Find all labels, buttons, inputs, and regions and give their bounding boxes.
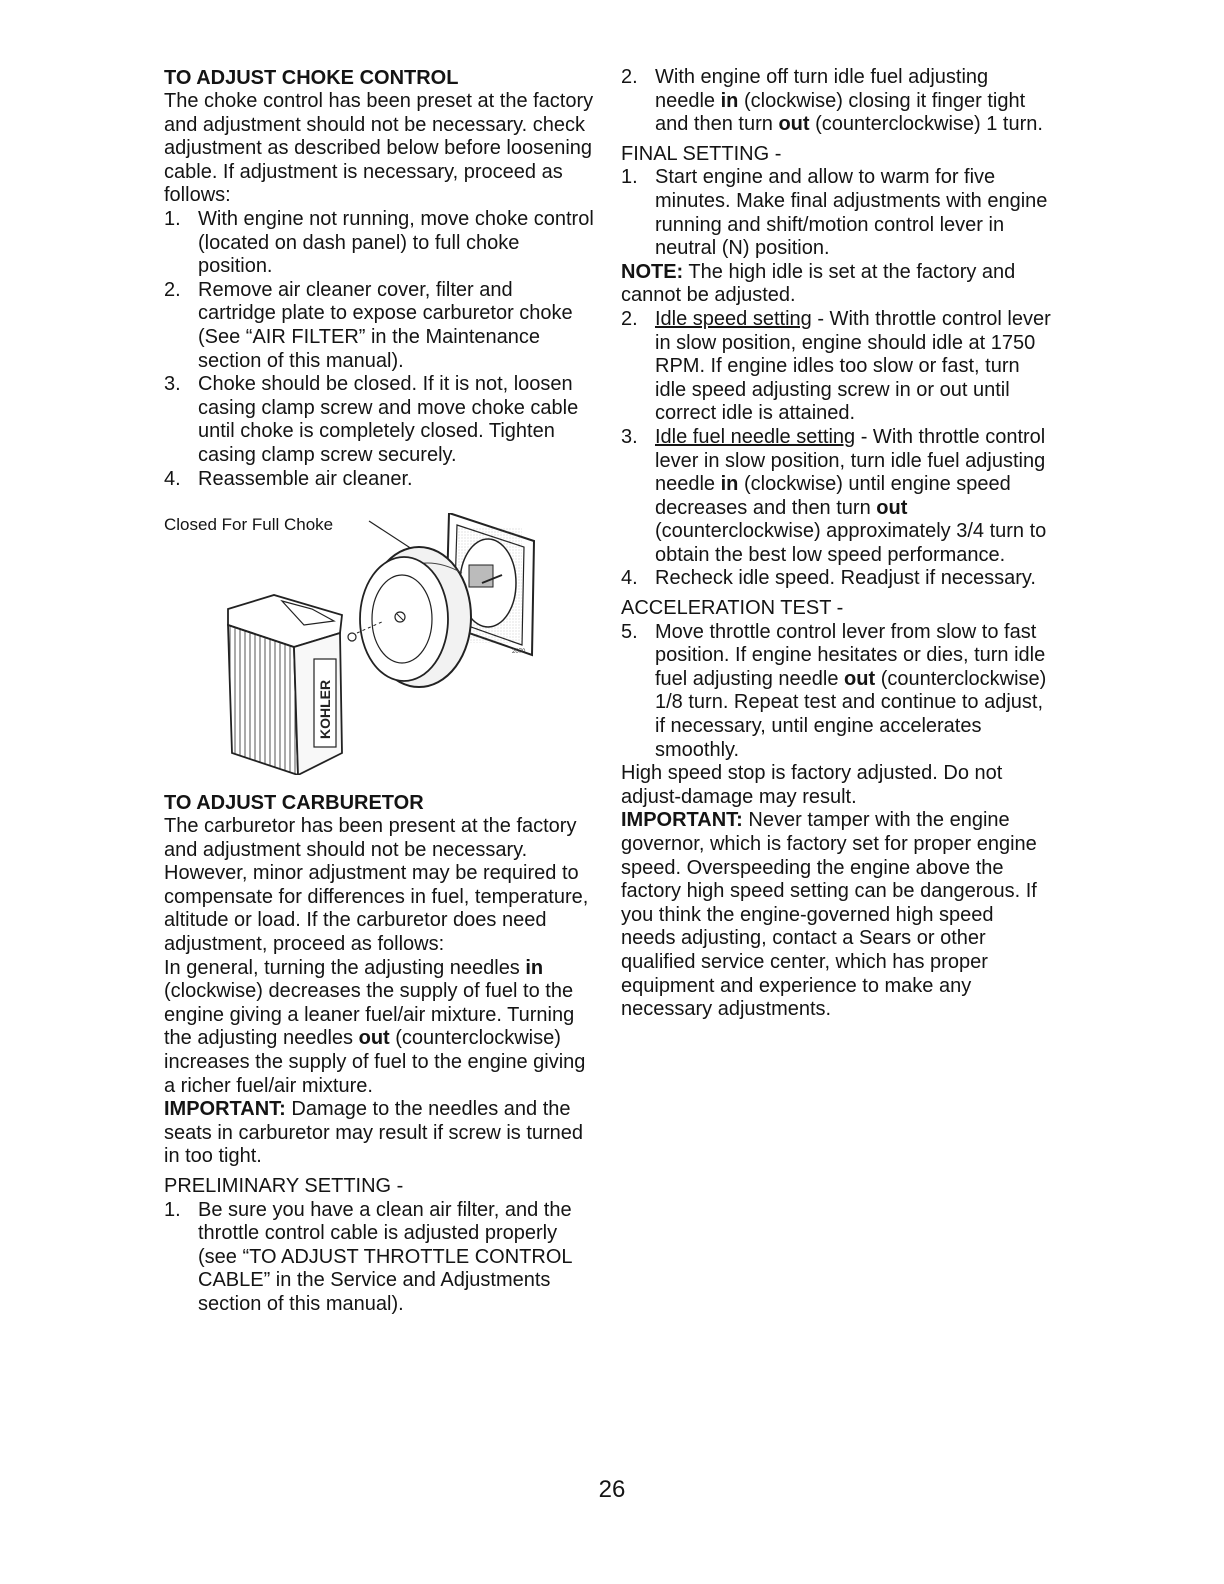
step-number: 1. xyxy=(621,166,638,189)
final-setting-heading: FINAL SETTING - xyxy=(621,142,782,165)
carburetor-intro: The carburetor has been present at the factory and adjustment should not be necessary. However, minor adjustment may be required to compensate for differences in fuel, temperature, altitude or load. If the carburetor does need adjustment, proceed as follows: xyxy=(164,815,589,956)
general-text-1: In general, turning the adjusting needles xyxy=(164,956,520,979)
final-steps xyxy=(621,166,1051,260)
important-label: IMPORTANT: xyxy=(621,809,743,832)
important-text: Never tamper with the engine governor, which is factory set for proper engine speed. Overspeeding the engine above the factory high speed setting can be dangerous. If you think the engine-governed high speed needs adjusting, contact a Sears or other qualified service center, which has proper equipment and experience to make any necessary adjustments. xyxy=(621,809,1037,1021)
figure-callout: Closed For Full Choke xyxy=(164,515,334,535)
carburetor-important xyxy=(164,1098,594,1169)
preliminary-steps xyxy=(164,1199,594,1317)
final-step xyxy=(621,308,1051,426)
acceleration-steps xyxy=(621,621,1051,763)
step-text: Choke should be closed. If it is not, loosen casing clamp screw and move choke cable until choke is completely closed. Tighten casing clamp screw securely. xyxy=(198,373,579,466)
choke-intro: The choke control has been preset at the factory and adjustment should not be necessary. check adjustment as described below before loosening cable. If adjustment is necessary, proceed as follows: xyxy=(164,90,594,207)
step-text: Remove air cleaner cover, filter and cartridge plate to expose carburetor choke (See “AIR FILTER” in the Maintenance section of this manual). xyxy=(198,278,573,372)
step-number: 1. xyxy=(164,1198,181,1221)
choke-step xyxy=(164,279,594,373)
general-text-2: (clockwise) decreases the supply of fuel to the engine giving a leaner fuel/air mixture. Turning the adjusting needles xyxy=(164,980,575,1050)
step-text: With engine off turn idle fuel adjusting needle xyxy=(655,66,989,112)
final-step xyxy=(621,166,1051,260)
step-text: Recheck idle speed. Readjust if necessary. xyxy=(655,567,1036,590)
out-keyword: out xyxy=(844,667,876,690)
left-column xyxy=(164,66,594,1317)
important-text: Damage to the needles and the seats in carburetor may result if screw is turned in too tight. xyxy=(164,1098,584,1168)
carburetor-general xyxy=(164,957,594,1099)
final-step xyxy=(621,426,1051,568)
choke-heading: TO ADJUST CHOKE CONTROL xyxy=(164,67,459,89)
acceleration-step xyxy=(621,621,1051,763)
high-speed-note: High speed stop is factory adjusted. Do not adjust-damage may result. xyxy=(621,762,1003,808)
preliminary-heading: PRELIMINARY SETTING - xyxy=(164,1175,404,1197)
step-text: (clockwise) until engine speed decreases and then turn xyxy=(655,473,1011,519)
step-text: (counterclockwise) 1 turn. xyxy=(815,113,1043,136)
step-text: (counterclockwise) 1/8 turn. Repeat test and continue to adjust, if necessary, until engine accelerates smoothly. xyxy=(655,667,1047,761)
important-label: IMPORTANT: xyxy=(164,1098,286,1121)
step-number: 3. xyxy=(164,373,181,396)
step-text: Move throttle control lever from slow to fast position. If engine hesitates or dies, turn idle fuel adjusting needle xyxy=(655,620,1046,690)
choke-step xyxy=(164,468,594,492)
step-text: Start engine and allow to warm for five minutes. Make final adjustments with engine running and shift/motion control lever in neutral (N) position. xyxy=(655,166,1048,260)
choke-steps xyxy=(164,208,594,491)
note xyxy=(621,261,1051,308)
step-number: 4. xyxy=(164,467,181,490)
step-number: 2. xyxy=(621,307,638,330)
final-steps-continued xyxy=(621,308,1051,591)
step-text: (clockwise) closing it finger tight and then turn xyxy=(655,89,1026,136)
step-number: 5. xyxy=(621,620,638,643)
out-keyword: out xyxy=(778,113,810,136)
step-number: 4. xyxy=(621,567,638,590)
step-text: - With throttle control lever in slow position, engine should idle at 1750 RPM. If engine idles too slow or fast, turn idle speed adjusting screw in or out until correct idle is attained. xyxy=(655,307,1051,425)
kohler-logo: KOHLER xyxy=(317,679,333,740)
step-text: (counterclockwise) approximately 3/4 turn to obtain the best low speed performance. xyxy=(655,520,1047,566)
carburetor-heading: TO ADJUST CARBURETOR xyxy=(164,792,424,815)
step-text: Be sure you have a clean air filter, and the throttle control cable is adjusted properly (see “TO ADJUST THROTTLE CONTROL CABLE” in the Service and Adjustments section of this manual). xyxy=(198,1198,572,1315)
step-text: - With throttle control lever in slow position, turn idle fuel adjusting needle xyxy=(655,425,1046,496)
out-keyword: out xyxy=(876,496,908,519)
air-cleaner-figure xyxy=(164,513,594,775)
step-number: 1. xyxy=(164,207,181,230)
preliminary-steps-continued xyxy=(621,66,1051,137)
preliminary-step xyxy=(621,66,1051,137)
in-keyword: in xyxy=(525,956,544,979)
air-cleaner-illustration xyxy=(164,513,594,775)
preliminary-step xyxy=(164,1199,594,1317)
step-number: 2. xyxy=(164,278,181,301)
step-text: Reassemble air cleaner. xyxy=(198,467,413,490)
out-keyword: out xyxy=(358,1027,390,1050)
step-title: Idle speed setting xyxy=(655,307,812,330)
governor-important xyxy=(621,809,1051,1021)
general-text-3: (counterclockwise) increases the supply of fuel to the engine giving a richer fuel/air mixture. xyxy=(164,1027,586,1097)
air-cleaner-cover xyxy=(228,595,342,775)
final-step xyxy=(621,567,1051,591)
air-filter xyxy=(360,547,471,687)
step-number: 2. xyxy=(621,66,638,88)
page-number: 26 xyxy=(598,1476,626,1503)
in-keyword: in xyxy=(720,89,739,112)
choke-step xyxy=(164,373,594,467)
step-text: With engine not running, move choke control (located on dash panel) to full choke position. xyxy=(198,207,594,278)
step-number: 3. xyxy=(621,425,638,448)
acceleration-heading: ACCELERATION TEST - xyxy=(621,597,844,620)
right-column xyxy=(621,66,1051,1022)
svg-text:2070: 2070 xyxy=(512,649,526,656)
note-text: The high idle is set at the factory and cannot be adjusted. xyxy=(621,260,1016,307)
in-keyword: in xyxy=(720,473,739,496)
note-label: NOTE: xyxy=(621,260,684,283)
step-title: Idle fuel needle setting xyxy=(655,425,856,448)
choke-step xyxy=(164,208,594,279)
